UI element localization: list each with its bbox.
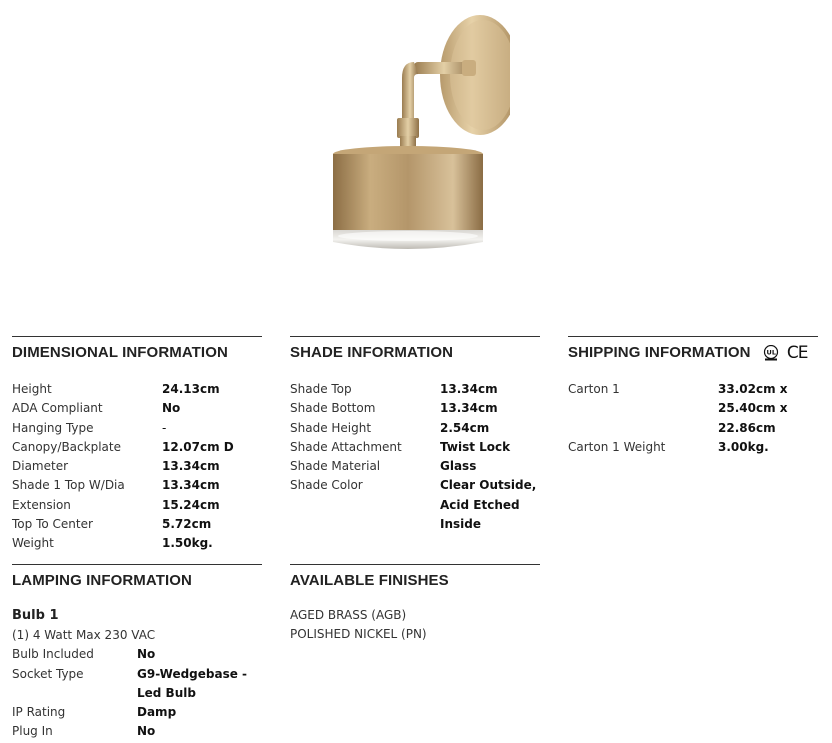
spec-value: No <box>162 401 181 416</box>
spec-label: Shade Top <box>290 382 352 396</box>
shipping-section <box>568 336 832 457</box>
spec-value: 12.07cm D <box>162 439 234 454</box>
spec-value: 24.13cm <box>162 382 220 396</box>
certification-marks <box>763 343 808 364</box>
ul-listed-icon <box>763 345 783 361</box>
spec-value: - <box>162 420 167 435</box>
spec-label: Socket Type <box>12 666 84 681</box>
spec-value: No <box>137 647 156 662</box>
spec-row <box>12 496 262 515</box>
dimensional-section <box>12 336 262 554</box>
bulb-title: Bulb 1 <box>12 608 59 623</box>
svg-text:UL: UL <box>766 348 776 357</box>
section-divider <box>290 336 540 337</box>
section-divider <box>568 336 818 337</box>
spec-label: Shade Material <box>290 459 381 474</box>
spec-row <box>290 438 540 457</box>
ce-mark-icon: CE <box>786 343 808 364</box>
shade-heading: SHADE INFORMATION <box>290 344 454 361</box>
spec-row <box>12 703 262 722</box>
spec-label: Hanging Type <box>12 420 94 435</box>
spec-row <box>12 438 262 457</box>
spec-label: Height <box>12 382 52 396</box>
spec-value: 5.72cm <box>162 517 212 532</box>
spec-value: G9-Wedgebase - Led Bulb <box>137 666 248 700</box>
section-divider <box>12 564 262 565</box>
spec-label: IP Rating <box>12 705 66 720</box>
spec-row <box>12 399 262 418</box>
spec-value: 1.50kg. <box>162 536 213 551</box>
spec-value: 15.24cm <box>162 497 220 512</box>
spec-value: 13.34cm <box>162 459 220 474</box>
spec-value: 13.34cm <box>440 382 498 396</box>
spec-value: Clear Outside, Acid Etched Inside <box>440 478 537 532</box>
spec-label: Diameter <box>12 459 69 474</box>
dimensional-heading: DIMENSIONAL INFORMATION <box>12 344 228 361</box>
spec-label: Bulb Included <box>12 647 94 662</box>
spec-label: Top To Center <box>12 517 93 532</box>
spec-value: Damp <box>137 705 177 720</box>
spec-value: Glass <box>440 459 477 474</box>
finish-item: POLISHED NICKEL (PN) <box>290 627 427 642</box>
spec-value: 33.02cm x 25.40cm x 22.86cm <box>718 382 788 435</box>
shade-section <box>290 336 540 534</box>
spec-row <box>12 722 262 741</box>
spec-label: Carton 1 Weight <box>568 439 666 454</box>
spec-value: 3.00kg. <box>718 439 769 454</box>
spec-label: Plug In <box>12 724 53 739</box>
spec-row <box>12 645 262 664</box>
section-divider <box>290 564 540 565</box>
spec-label: Canopy/Backplate <box>12 439 121 454</box>
spec-row <box>12 380 262 399</box>
finishes-section <box>290 564 540 645</box>
spec-value: 13.34cm <box>162 478 220 493</box>
spec-row <box>12 515 262 534</box>
spec-row <box>290 380 540 399</box>
spec-label: Carton 1 <box>568 382 620 396</box>
lamping-section <box>12 564 262 742</box>
spec-value: 13.34cm <box>440 401 498 416</box>
spec-label: ADA Compliant <box>12 401 103 416</box>
spec-row <box>290 457 540 476</box>
finish-item: AGED BRASS (AGB) <box>290 608 407 622</box>
spec-value: 2.54cm <box>440 420 490 435</box>
spec-label: Extension <box>12 497 71 512</box>
spec-row <box>290 476 540 534</box>
shipping-heading-text: SHIPPING INFORMATION <box>568 344 751 361</box>
finishes-heading: AVAILABLE FINISHES <box>290 572 449 589</box>
spec-label: Weight <box>12 536 54 551</box>
bulb-description: (1) 4 Watt Max 230 VAC <box>12 628 156 642</box>
wall-sconce-image <box>330 10 510 260</box>
spec-value: No <box>137 724 156 739</box>
spec-row <box>290 419 540 438</box>
spec-label: Shade Color <box>290 478 363 493</box>
spec-row <box>12 419 262 438</box>
spec-row <box>12 476 262 495</box>
shipping-heading <box>568 345 832 367</box>
spec-row <box>568 438 832 457</box>
spec-label: Shade Bottom <box>290 401 376 416</box>
spec-label: Shade Height <box>290 420 372 435</box>
spec-label: Shade 1 Top W/Dia <box>12 478 125 493</box>
spec-label: Shade Attachment <box>290 439 402 454</box>
spec-value: Twist Lock <box>440 439 511 454</box>
lamping-heading: LAMPING INFORMATION <box>12 572 192 589</box>
section-divider <box>12 336 262 337</box>
spec-row <box>12 457 262 476</box>
spec-row <box>12 665 262 704</box>
spec-row <box>12 534 262 553</box>
spec-row <box>290 399 540 418</box>
spec-row <box>568 380 832 438</box>
